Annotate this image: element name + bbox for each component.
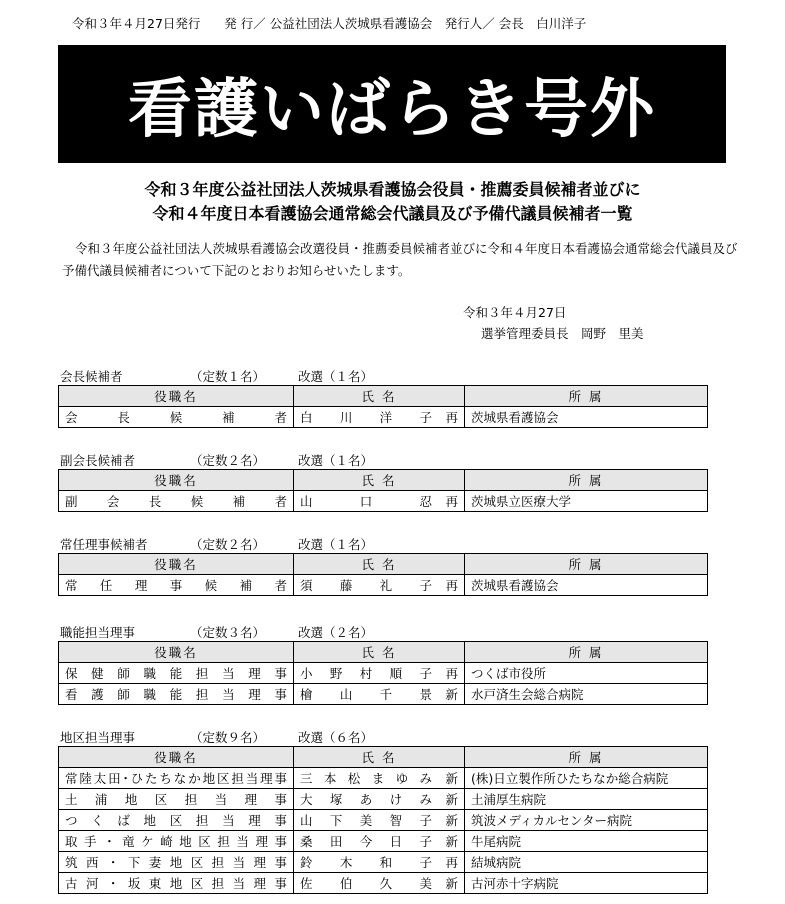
section-heading	[60, 367, 373, 385]
section-election: 改選（１名）	[298, 537, 374, 552]
col-name: 氏 名	[294, 386, 465, 407]
section-quota: （定数９名）	[190, 730, 266, 745]
col-name: 氏 名	[294, 747, 465, 768]
candidate-name: 山口忍	[300, 494, 432, 509]
candidate-role: 常陸太田･ひたちなか地区担当理事	[65, 771, 287, 786]
table-row	[59, 575, 708, 596]
section-heading	[60, 623, 373, 641]
candidate-affiliation: 筑波メディカルセンター病院	[465, 810, 708, 831]
section-title: 職能担当理事	[60, 625, 136, 640]
candidate-role: つくば地区担当理事	[65, 813, 287, 828]
col-name: 氏 名	[294, 470, 465, 491]
section-heading	[60, 451, 373, 469]
candidate-name: 須藤礼子	[300, 578, 432, 593]
candidate-status-mark: 再	[445, 666, 458, 681]
candidate-status-mark: 再	[445, 855, 458, 870]
candidate-affiliation: 土浦厚生病院	[465, 789, 708, 810]
section-title: 常任理事候補者	[60, 537, 148, 552]
section-heading	[60, 535, 373, 553]
candidate-affiliation: 茨城県看護協会	[465, 575, 708, 596]
section-election: 改選（６名）	[298, 730, 374, 745]
candidate-affiliation: 古河赤十字病院	[465, 873, 708, 894]
candidate-status-mark: 新	[445, 876, 458, 891]
col-role: 役職名	[59, 386, 294, 407]
candidate-role: 保健師職能担当理事	[65, 666, 287, 681]
subtitle-line-1: 令和３年度公益社団法人茨城県看護協会役員・推薦委員候補者並びに	[144, 180, 641, 199]
col-role: 役職名	[59, 747, 294, 768]
section-heading	[60, 728, 373, 746]
candidate-affiliation: (株)日立製作所ひたちなか総合病院	[465, 768, 708, 789]
table-row	[59, 491, 708, 512]
candidate-name: 三本松まゆみ	[300, 771, 432, 786]
candidate-status-mark: 新	[445, 834, 458, 849]
table-row	[59, 810, 708, 831]
candidate-role: 筑西・下妻地区担当理事	[65, 855, 287, 870]
section-election: 改選（１名）	[298, 453, 374, 468]
section-election: 改選（１名）	[298, 369, 374, 384]
publisher: 発 行／ 公益社団法人茨城県看護協会	[224, 16, 433, 31]
col-affiliation: 所 属	[465, 554, 708, 575]
roster-table	[58, 553, 708, 596]
candidate-name: 檜山千景	[300, 687, 432, 702]
roster-table	[58, 746, 708, 894]
candidate-status-mark: 再	[445, 410, 458, 425]
col-affiliation: 所 属	[465, 642, 708, 663]
col-role: 役職名	[59, 642, 294, 663]
newsletter-banner	[58, 45, 726, 163]
candidate-status-mark: 新	[445, 687, 458, 702]
col-role: 役職名	[59, 470, 294, 491]
candidate-affiliation: 結城病院	[465, 852, 708, 873]
candidate-role: 看護師職能担当理事	[65, 687, 287, 702]
candidate-role: 土浦地区担当理事	[65, 792, 287, 807]
intro-paragraph: 令和３年度公益社団法人茨城県看護協会改選役員・推薦委員候補者並びに令和４年度日本看護協会通常総会代議員及び予備代議員候補者について下記のとおりお知らせいたします。	[62, 241, 738, 278]
col-name: 氏 名	[294, 554, 465, 575]
col-affiliation: 所 属	[465, 747, 708, 768]
section-quota: （定数３名）	[190, 625, 266, 640]
roster-table	[58, 385, 708, 428]
col-name: 氏 名	[294, 642, 465, 663]
section-quota: （定数２名）	[190, 537, 266, 552]
subtitle-line-2: 令和４年度日本看護協会通常総会代議員及び予備代議員候補者一覧	[152, 204, 633, 223]
notice-date: 令和３年４月27日	[463, 305, 567, 320]
roster-table	[58, 469, 708, 512]
candidate-name: 佐伯久美	[300, 876, 432, 891]
section-quota: （定数２名）	[190, 453, 266, 468]
table-header-row	[59, 470, 708, 491]
roster-table	[58, 641, 708, 705]
banner-title: 看護いばらき号外	[128, 73, 656, 147]
candidate-status-mark: 再	[445, 494, 458, 509]
masthead-info	[72, 14, 586, 32]
candidate-affiliation: 水戸済生会総合病院	[465, 684, 708, 705]
candidate-name: 桑田今日子	[300, 834, 432, 849]
section-title: 会長候補者	[60, 369, 123, 384]
section-title: 地区担当理事	[60, 730, 136, 745]
notice-signer: 選挙管理委員長 岡野 里美	[481, 326, 644, 341]
table-row	[59, 831, 708, 852]
table-header-row	[59, 642, 708, 663]
col-affiliation: 所 属	[465, 386, 708, 407]
table-row	[59, 663, 708, 684]
candidate-status-mark: 新	[445, 771, 458, 786]
candidate-status-mark: 再	[445, 578, 458, 593]
candidate-affiliation: 茨城県立医療大学	[465, 491, 708, 512]
table-row	[59, 852, 708, 873]
candidate-name: 鈴木和子	[300, 855, 432, 870]
section-title: 副会長候補者	[60, 453, 136, 468]
table-row	[59, 684, 708, 705]
table-row	[59, 789, 708, 810]
candidate-status-mark: 新	[445, 792, 458, 807]
candidate-name: 白川洋子	[300, 410, 432, 425]
table-header-row	[59, 386, 708, 407]
issue-date: 令和３年４月27日発行	[72, 16, 201, 31]
section-election: 改選（２名）	[298, 625, 374, 640]
candidate-role: 取手・竜ケ崎地区担当理事	[65, 834, 287, 849]
candidate-role: 副会長候補者	[65, 494, 287, 509]
candidate-affiliation: つくば市役所	[465, 663, 708, 684]
table-row	[59, 873, 708, 894]
candidate-name: 山下美智子	[300, 813, 432, 828]
col-role: 役職名	[59, 554, 294, 575]
candidate-name: 大塚あけみ	[300, 792, 432, 807]
table-header-row	[59, 554, 708, 575]
candidate-role: 古河・坂東地区担当理事	[65, 876, 287, 891]
candidate-status-mark: 新	[445, 813, 458, 828]
col-affiliation: 所 属	[465, 470, 708, 491]
issuer: 発行人／ 会長 白川洋子	[444, 16, 587, 31]
table-header-row	[59, 747, 708, 768]
table-row	[59, 768, 708, 789]
candidate-role: 常任理事候補者	[65, 578, 287, 593]
table-row	[59, 407, 708, 428]
section-quota: （定数１名）	[190, 369, 266, 384]
candidate-affiliation: 牛尾病院	[465, 831, 708, 852]
candidate-affiliation: 茨城県看護協会	[465, 407, 708, 428]
candidate-name: 小野村順子	[300, 666, 432, 681]
candidate-role: 会長候補者	[65, 410, 287, 425]
